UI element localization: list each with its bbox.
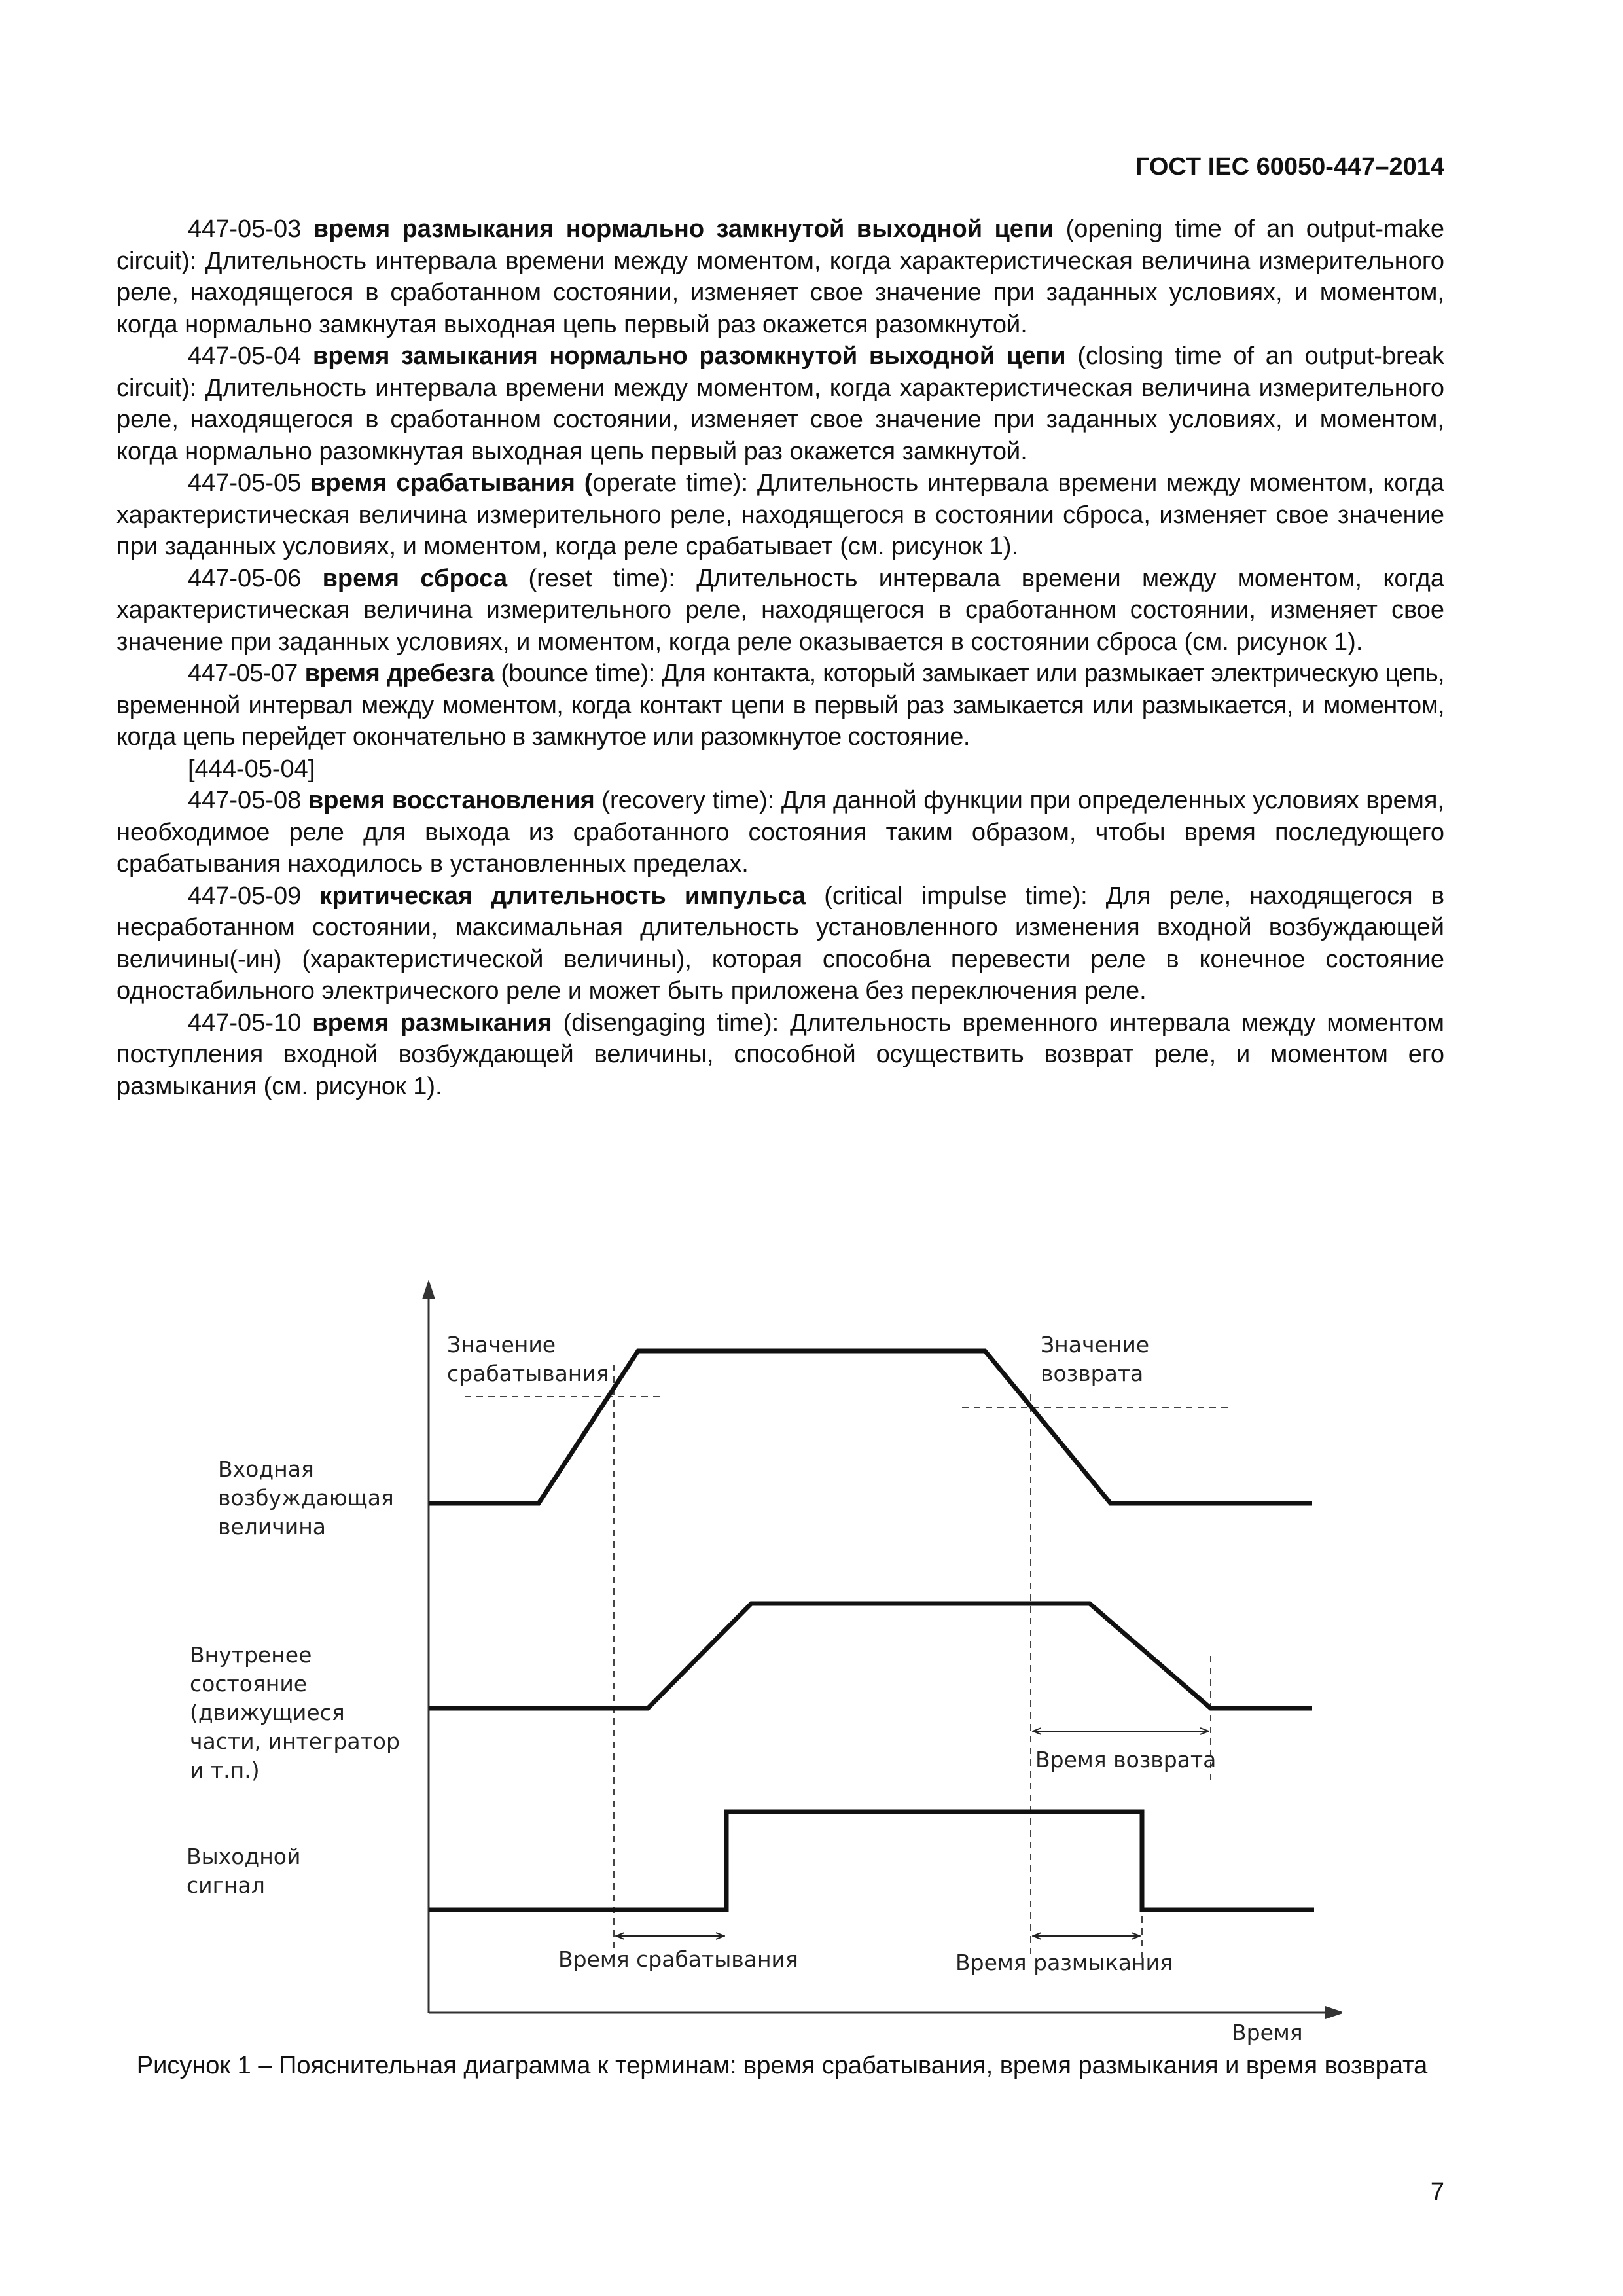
term-title: время размыкания: [312, 1009, 552, 1037]
term-title: критическая длительность импульса: [319, 882, 806, 910]
reset-time-label: Время возврата: [1035, 1747, 1217, 1772]
definition-paragraph: [116, 658, 1444, 753]
definition-paragraph: [116, 467, 1444, 563]
definition-paragraph: [116, 340, 1444, 467]
figure-caption: Рисунок 1 – Пояснительная диаграмма к терминам: время срабатывания, время размыкания и время возврата: [136, 2052, 1428, 2079]
term-definition: operate time): Длительность интервала времени между моментом, когда характеристическая величина измерительного реле, находящегося в состоянии сброса, изменяет свое значение при заданных условиях, и моментом, когда реле срабатывает (см. рисунок 1).: [116, 469, 1444, 560]
term-number: 447-05-05: [188, 469, 302, 497]
operate-time-label: Время срабатывания: [558, 1946, 798, 1972]
definition-paragraph: [116, 785, 1444, 880]
time-axis-arrow-icon: [1325, 2006, 1342, 2019]
term-title: время замыкания нормально разомкнутой выходной цепи: [312, 342, 1066, 370]
internal-state-waveform: [429, 1604, 1312, 1708]
term-number: 447-05-08: [188, 787, 302, 814]
term-title: время срабатывания (: [310, 469, 593, 497]
definition-paragraph: [116, 563, 1444, 658]
term-number: 447-05-04: [188, 342, 302, 370]
term-definition: (opening time of an output-make circuit): Длительность интервала времени между моментом, когда характеристическая величина измерительного реле, находящегося в сработанном состоянии, изменяет свое значение при заданных условиях, и моментом, когда нормально замкнутая выходная цепь первый раз окажется разомкнутой.: [116, 215, 1444, 338]
term-definition: (critical impulse time): Для реле, находящегося в несработанном состоянии, максимальная длительность установленного изменения входной возбуждающей величины(-ин) (характеристической величины), которая способна перевести реле в конечное состояние одностабильного электрического реле и может быть приложена без переключения реле.: [116, 882, 1445, 1005]
definition-paragraph: [116, 880, 1444, 1007]
definition-paragraph: [116, 213, 1444, 340]
term-title: время размыкания нормально замкнутой выходной цепи: [313, 215, 1054, 243]
term-definition: (reset time): Длительность интервала времени между моментом, когда характеристическая величина измерительного реле, находящегося в сработанном состоянии, изменяет свое значение при заданных условиях, и моментом, когда реле оказывается в состоянии сброса (см. рисунок 1).: [116, 564, 1444, 656]
term-number: 447-05-03: [188, 215, 302, 243]
term-definition: (bounce time): Для контакта, который замыкает или размыкает электрическую цепь, временной интервал между моментом, когда контакт цепи в первый раз замыкается или размыкается, и моментом, когда цепь перейдет окончательно в замкнутое или разомкнутое состояние.: [116, 660, 1444, 751]
term-number: 447-05-09: [188, 882, 302, 910]
reference-paragraph: [116, 753, 1444, 785]
time-axis-label: Время: [1232, 2020, 1303, 2045]
definition-paragraph: [116, 1007, 1444, 1103]
reference-number: [444-05-04]: [188, 755, 315, 783]
document-header: ГОСТ IEC 60050-447–2014: [1135, 153, 1444, 181]
document-body: [116, 213, 1444, 1102]
disengaging-time-label: Время размыкания: [955, 1950, 1173, 1975]
term-number: 447-05-06: [188, 564, 302, 592]
term-number: 447-05-10: [188, 1009, 302, 1037]
input-quantity-label: Входная возбуждающая величина: [218, 1456, 394, 1539]
term-title: время дребезга: [304, 660, 494, 687]
internal-state-label: Внутренее состояние (движущиеся части, интегратор и т.п.): [190, 1642, 400, 1783]
operate-value-label: Значение срабатывания: [447, 1332, 609, 1386]
term-definition: (disengaging time): Длительность временного интервала между моментом поступления входной возбуждающей величины, способной осуществить возврат реле, и моментом его размыкания (см. рисунок 1).: [116, 1009, 1445, 1100]
term-definition: (recovery time): Для данной функции при определенных условиях время, необходимое реле для выхода из сработанного состояния таким образом, чтобы время последующего срабатывания находилось в установленных пределах.: [116, 787, 1444, 878]
term-title: время сброса: [322, 564, 508, 592]
reset-value-label: Значение возврата: [1041, 1332, 1150, 1386]
timing-diagram: [177, 1263, 1342, 2049]
output-signal-label: Выходной сигнал: [187, 1844, 301, 1898]
y-axis-arrow-icon: [422, 1280, 435, 1299]
output-signal-waveform: [429, 1812, 1314, 1910]
term-number: 447-05-07: [188, 660, 298, 687]
page-number: 7: [1430, 2178, 1444, 2206]
term-title: время восстановления: [308, 787, 595, 814]
term-definition: (closing time of an output-break circuit): Длительность интервала времени между моментом, когда характеристическая величина измерительного реле, находящегося в сработанном состоянии, изменяет свое значение при заданных условиях, и моментом, когда нормально разомкнутая выходная цепь первый раз окажется замкнутой.: [116, 342, 1444, 465]
